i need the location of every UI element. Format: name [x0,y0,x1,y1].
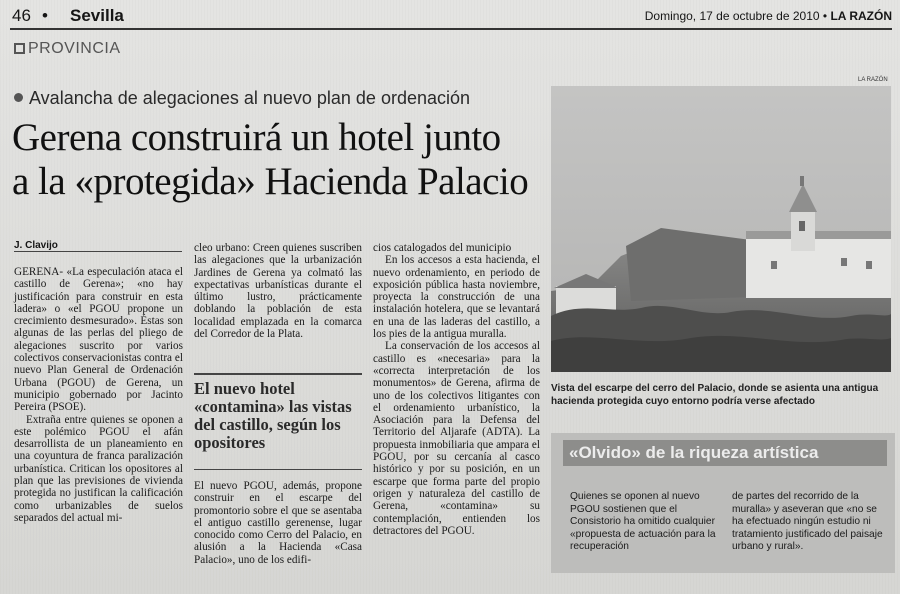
column-2-paragraph-1: cleo urbano: Creen quienes suscriben las alegaciones que la urbanización Jardines de Gerena ya colmató las expectativas urbanísticas durante el último lustro, prácticamente doblando la población de esta localidad emplazada en la comarca del Corredor de la Plata. [194,242,362,341]
column-3-paragraph-2: En los accesos a esta hacienda, el nuevo ordenamiento, en periodo de exposición pública hasta noviembre, proyecta la construcción de una instalación hotelera, que se levantará en una de las laderas del castillo, a los pies de la antigua muralla. [373,254,540,341]
article-headline [12,116,542,204]
pullquote-rule-top [194,373,362,375]
article-column-1 [14,266,183,524]
photo-caption: Vista del escarpe del cerro del Palacio, donde se asienta una antigua hacienda protegida cuyo entorno podría verse afectado [551,383,879,407]
article-column-2b [194,480,362,566]
header-bullet: • [42,6,48,25]
square-bullet-icon [14,43,25,54]
column-3-paragraph-3: La conservación de los accesos al castillo es «necesaria» para la «correcta interpretación de los monumentos» de Gerena, afirma de uno de los colectivos litigantes con el ordenamiento urbanístico, la Asociación para la Defensa del Territorio del Aljarafe (ADTA). La propuesta inmobiliaria que ampara el PGOU, por su cercanía al casco histórico y por su posición, en un escarpe que forma parte del propio origen y naturaleza del castillo de Gerena, «contamina» su contemplación, entienden los detractores del PGOU. [373,340,540,537]
date: Domingo, 17 de octubre de 2010 [644,9,820,23]
kicker-label: PROVINCIA [28,40,121,57]
sidebar-column-1: Quienes se oponen al nuevo PGOU sostienen que el Consistorio ha omitido cualquier «propuesta de actuación para la recuperación [570,491,716,553]
column-3-paragraph-1: cios catalogados del municipio [373,242,512,254]
column-2b-paragraph-1: El nuevo PGOU, además, propone construir en el escarpe del promontorio sobre el que se asentaba el antiguo castillo gerenense, lugar conocido como Cerro del Palacio, en alusión a la Hacienda «Casa Palacio», uno de los edifi- [194,480,362,566]
dateline: Domingo, 17 de octubre de 2010 • LA RAZÓN [644,9,892,23]
pullquote-rule-bottom [194,469,362,470]
article-column-3 [373,242,540,537]
header-rule [10,28,892,30]
column-1-paragraph-2: Extraña entre quienes se oponen a este polémico PGOU el afán desarrollista de un planeamiento en una coyuntura de franca paralización urbanística. Critican los opositores al plan que las previsiones de vivienda protegida no justifican la calificación como urbanizables de suelos separados del actual mi- [14,413,183,524]
section-name: Sevilla [70,6,124,25]
section-kicker [14,40,121,58]
sidebar-column-2: de partes del recorrido de la muralla» y aseveran que «no se ha efectuado ningún estudio ni tratamiento justificado del paisaje urbano y rural». [732,491,883,553]
article-column-2 [194,242,362,340]
headline-line-1: Gerena construirá un hotel junto [12,116,501,159]
sidebar-title: «Olvido» de la riqueza artística [563,440,887,466]
article-subhead [14,88,470,109]
page-header [12,6,892,28]
pullquote: El nuevo hotel «contamina» las vistas del castillo, según los opositores [194,379,352,452]
photo-credit: LA RAZÓN [858,77,888,83]
hacienda-photo-illustration [551,86,891,372]
byline-rule [14,251,182,252]
bullet-dot-icon [14,93,23,102]
subhead-text: Avalancha de alegaciones al nuevo plan de ordenación [29,88,471,108]
column-1-paragraph-1: GERENA- «La especulación ataca el castillo de Gerena»; «no hay justificación para construir en esta ladera» o «el PGOU propone un crecimiento desmesurado». Éstas son algunas de las perlas del pliego de alegaciones suscrito por varios colectivos conservacionistas contra el nuevo Plan General de Ordenación Urbana (PGOU) de Gerena, un municipio gobernado por Jacinto Pereira (PSOE). [14,266,183,414]
article-photo [551,86,891,372]
byline: J. Clavijo [14,240,58,251]
publication-name: LA RAZÓN [830,9,892,23]
page-number: 46 [12,6,31,25]
headline-line-2: a la «protegida» Hacienda Palacio [12,160,529,203]
